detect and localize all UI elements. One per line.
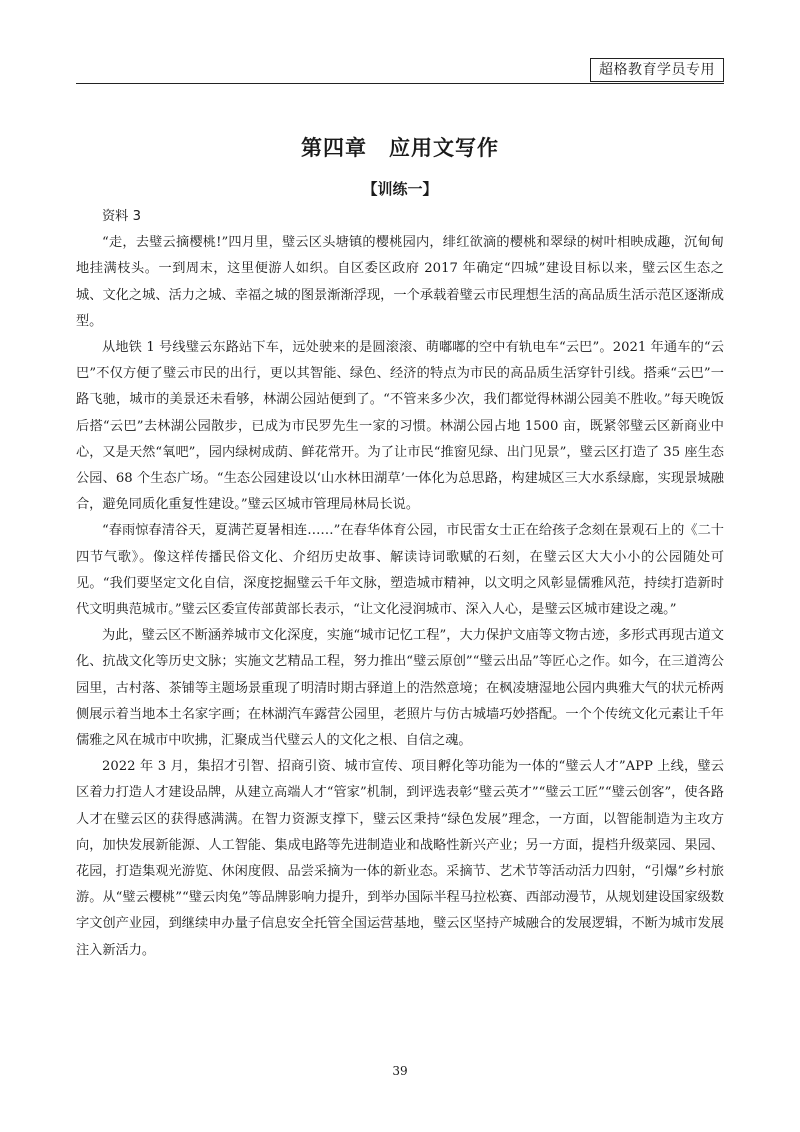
chapter-name: 应用文写作	[389, 136, 499, 160]
paragraph: “春雨惊春清谷天，夏满芒夏暑相连……”在春华体育公园，市民雷女士正在给孩子念刻在景观石上的《二十四节气歌》。像这样传播民俗文化、介绍历史故事、解读诗词歌赋的石刻，在璧云区大大小小的公园随处可见。“我们要坚定文化自信，深度挖掘璧云千年文脉，塑造城市精神，以文明之风彰显儒雅风范，持续打造新时代文明典范城市。”璧云区委宣传部黄部长表示，“让文化浸润城市、深入人心，是璧云区城市建设之魂。”	[76, 523, 724, 618]
paragraph: “走，去璧云摘樱桃!”四月里，璧云区头塘镇的樱桃园内，绯红欲滴的樱桃和翠绿的树叶相映成趣，沉甸甸地挂满枝头。一到周末，这里便游人如织。自区委区政府 2017 年确定“四城”建设目标以来，璧云区生态之城、文化之城、活力之城、幸福之城的图景渐渐浮现，一个承载着璧云市民理想生活的高品质生活示范区逐渐成型。	[76, 235, 724, 329]
header-tag: 超格教育学员专用	[590, 58, 724, 82]
header-rule	[76, 83, 724, 84]
chapter-number: 第四章	[301, 136, 367, 160]
paragraph: 为此，璧云区不断涵养城市文化深度，实施“城市记忆工程”，大力保护文庙等文物古迹，多形式再现古道文化、抗战文化等历史文脉；实施文艺精品工程，努力推出“璧云原创”“璧云出品”等匠心之作。如今，在三道湾公园里，古村落、茶铺等主题场景重现了明清时期古驿道上的浩然意境；在枫凌塘湿地公园内典雅大气的状元桥两侧展示着当地本土名家字画；在林湖汽车露营公园里，老照片与仿古城墙巧妙搭配。一个个传统文化元素让千年儒雅之风在城市中吹拂，汇聚成当代璧云人的文化之根、自信之魂。	[76, 628, 724, 749]
paragraph: 从地铁 1 号线璧云东路站下车，远处驶来的是圆滚滚、萌嘟嘟的空中有轨电车“云巴”。2021 年通车的“云巴”不仅方便了璧云市民的出行，更以其智能、绿色、经济的特点为市民的高品质生活穿针引线。搭乘“云巴”一路飞驰，城市的美景还未看够，林湖公园站便到了。“不管来多少次，我们都觉得林湖公园美不胜收。”每天晚饭后搭“云巴”去林湖公园散步，已成为市民罗先生一家的习惯。林湖公园占地 1500 亩，既紧邻璧云区新商业中心，又是天然“氧吧”，园内绿树成荫、鲜花常开。为了让市民“推窗见绿、出门见景”，璧云区打造了 35 座生态公园、68 个生态广场。“生态公园建设以‘山水林田湖草’一体化为总思路，构建城区三大水系绿廊，实现景城融合，避免同质化重复性建设。”璧云区城市管理局林局长说。	[76, 340, 724, 513]
material-label: 资料 3	[102, 209, 141, 224]
page-number: 39	[392, 1064, 408, 1078]
paragraph: 2022 年 3 月，集招才引智、招商引资、城市宣传、项目孵化等功能为一体的“璧云人才”APP 上线，璧云区着力打造人才建设品牌，从建立高端人才“管家”机制，到评选表彰“璧云英才”“璧云工匠”“璧云创客”，使各路人才在璧云区的获得感满满。在智力资源支撑下，璧云区秉持“绿色发展”理念，一方面，以智能制造为主攻方向，加快发展新能源、人工智能、集成电路等先进制造业和战略性新兴产业；另一方面，提档升级菜园、果园、花园，打造集观光游览、休闲度假、品尝采摘为一体的新业态。采摘节、艺术节等活动活力四射，“引爆”乡村旅游。从“璧云樱桃”“璧云肉兔”等品牌影响力提升，到举办国际半程马拉松赛、西部动漫节，从规划建设国家级数字文创产业园，到继续申办量子信息安全托管全国运营基地，璧云区坚持产城融合的发展逻辑，不断为城市发展注入新活力。	[76, 759, 724, 958]
main-content	[76, 204, 724, 964]
section-subtitle: 【训练一】	[362, 180, 438, 198]
chapter-title	[0, 132, 800, 162]
